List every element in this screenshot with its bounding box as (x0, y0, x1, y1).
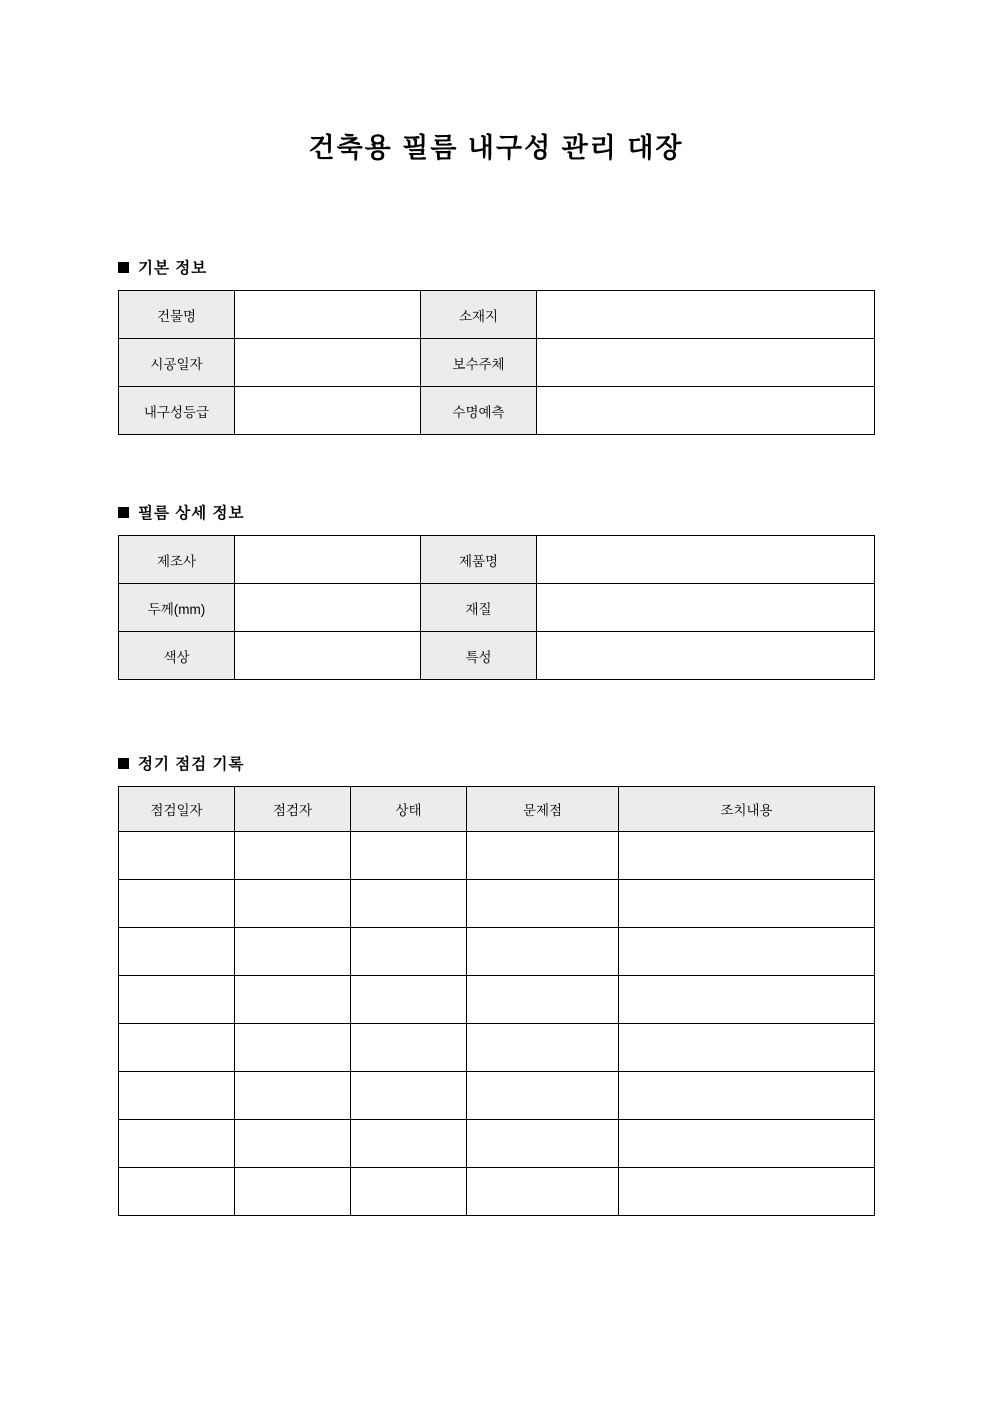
field-label: 제품명 (421, 536, 537, 584)
page-title: 건축용 필름 내구성 관리 대장 (308, 133, 684, 163)
cell-issue[interactable] (467, 1168, 619, 1216)
cell-inspection-date[interactable] (119, 1120, 235, 1168)
table-row (119, 1168, 875, 1216)
table-row (119, 339, 875, 387)
cell-status[interactable] (351, 928, 467, 976)
cell-action[interactable] (619, 1168, 875, 1216)
field-label: 수명예측 (421, 387, 537, 435)
field-value[interactable] (235, 536, 421, 584)
cell-inspector[interactable] (235, 1168, 351, 1216)
table-row (119, 1024, 875, 1072)
cell-inspector[interactable] (235, 1120, 351, 1168)
column-header: 점검자 (235, 787, 351, 832)
cell-issue[interactable] (467, 928, 619, 976)
cell-action[interactable] (619, 1120, 875, 1168)
column-header: 문제점 (467, 787, 619, 832)
field-label: 재질 (421, 584, 537, 632)
table-row (119, 976, 875, 1024)
section-heading-inspection-log (118, 752, 874, 774)
section-heading-label: 기본 정보 (138, 260, 208, 278)
section-heading-label: 정기 점검 기록 (138, 756, 245, 774)
field-label: 소재지 (421, 291, 537, 339)
cell-inspection-date[interactable] (119, 976, 235, 1024)
cell-issue[interactable] (467, 1024, 619, 1072)
cell-status[interactable] (351, 880, 467, 928)
field-label: 시공일자 (119, 339, 235, 387)
table-row (119, 584, 875, 632)
cell-issue[interactable] (467, 832, 619, 880)
table-row (119, 1120, 875, 1168)
field-label: 특성 (421, 632, 537, 680)
cell-inspection-date[interactable] (119, 1168, 235, 1216)
field-value[interactable] (537, 584, 875, 632)
field-value[interactable] (235, 291, 421, 339)
field-label: 두께(mm) (119, 584, 235, 632)
section-heading-basic-info (118, 256, 874, 278)
basic-info-table (118, 290, 875, 435)
table-row (119, 536, 875, 584)
cell-inspector[interactable] (235, 976, 351, 1024)
field-value[interactable] (537, 536, 875, 584)
table-row (119, 832, 875, 880)
cell-inspection-date[interactable] (119, 832, 235, 880)
cell-status[interactable] (351, 1168, 467, 1216)
table-row (119, 880, 875, 928)
cell-inspector[interactable] (235, 832, 351, 880)
table-row (119, 387, 875, 435)
field-label: 건물명 (119, 291, 235, 339)
field-label: 제조사 (119, 536, 235, 584)
field-label: 내구성등급 (119, 387, 235, 435)
table-row (119, 632, 875, 680)
column-header: 조치내용 (619, 787, 875, 832)
cell-status[interactable] (351, 832, 467, 880)
cell-inspector[interactable] (235, 928, 351, 976)
column-header: 상태 (351, 787, 467, 832)
cell-issue[interactable] (467, 880, 619, 928)
column-header: 점검일자 (119, 787, 235, 832)
inspection-log-table (118, 786, 875, 1216)
cell-action[interactable] (619, 1072, 875, 1120)
field-value[interactable] (537, 339, 875, 387)
cell-issue[interactable] (467, 1120, 619, 1168)
cell-action[interactable] (619, 928, 875, 976)
field-value[interactable] (235, 584, 421, 632)
table-row (119, 291, 875, 339)
square-bullet-icon (118, 758, 129, 769)
field-label: 색상 (119, 632, 235, 680)
cell-inspector[interactable] (235, 880, 351, 928)
cell-action[interactable] (619, 976, 875, 1024)
cell-status[interactable] (351, 1024, 467, 1072)
inspection-log-body (119, 832, 875, 1216)
cell-action[interactable] (619, 880, 875, 928)
film-details-table (118, 535, 875, 680)
cell-status[interactable] (351, 1072, 467, 1120)
cell-status[interactable] (351, 1120, 467, 1168)
field-value[interactable] (537, 291, 875, 339)
field-value[interactable] (537, 632, 875, 680)
square-bullet-icon (118, 507, 129, 518)
section-heading-label: 필름 상세 정보 (138, 505, 245, 523)
cell-inspection-date[interactable] (119, 880, 235, 928)
cell-inspector[interactable] (235, 1024, 351, 1072)
table-row (119, 1072, 875, 1120)
field-value[interactable] (235, 632, 421, 680)
field-value[interactable] (537, 387, 875, 435)
cell-inspection-date[interactable] (119, 1024, 235, 1072)
cell-issue[interactable] (467, 1072, 619, 1120)
cell-inspection-date[interactable] (119, 928, 235, 976)
cell-action[interactable] (619, 832, 875, 880)
field-value[interactable] (235, 387, 421, 435)
cell-issue[interactable] (467, 976, 619, 1024)
field-value[interactable] (235, 339, 421, 387)
cell-action[interactable] (619, 1024, 875, 1072)
table-row (119, 928, 875, 976)
square-bullet-icon (118, 262, 129, 273)
section-inspection-log (118, 752, 874, 1216)
field-label: 보수주체 (421, 339, 537, 387)
cell-inspection-date[interactable] (119, 1072, 235, 1120)
table-header-row (119, 787, 875, 832)
section-film-details (118, 501, 874, 680)
cell-status[interactable] (351, 976, 467, 1024)
section-heading-film-details (118, 501, 874, 523)
cell-inspector[interactable] (235, 1072, 351, 1120)
section-basic-info (118, 256, 874, 435)
